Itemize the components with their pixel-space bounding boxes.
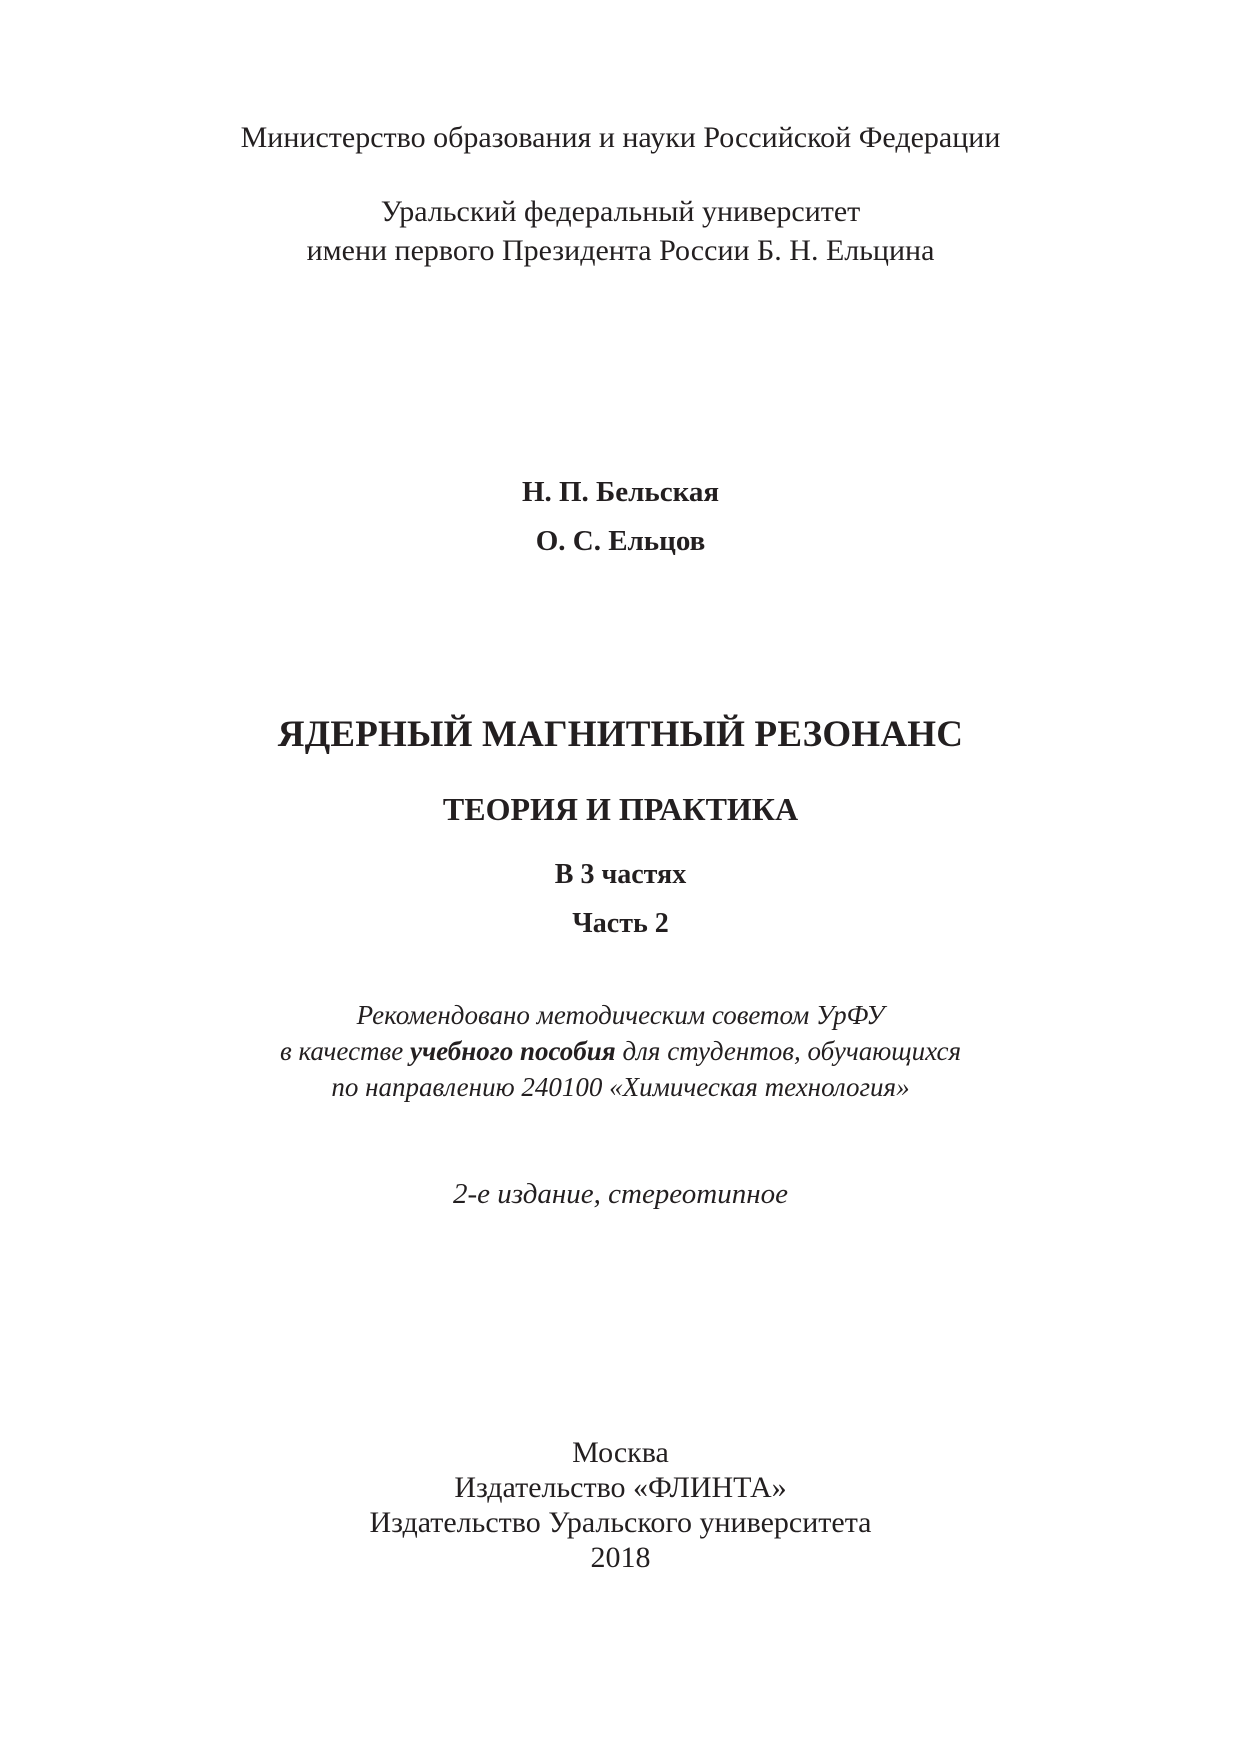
imprint-city: Москва (572, 1436, 669, 1469)
ministry-name: Министерство образования и науки Российской Федерации (240, 121, 1001, 154)
university-name-line-2: имени первого Президента России Б. Н. Ельцина (306, 234, 935, 267)
parts-total: В 3 частях (554, 859, 687, 890)
recommendation-line-2-start: в качестве (279, 1036, 411, 1066)
recommendation-line-2 (0, 1038, 1241, 1065)
imprint-publisher-2: Издательство Уральского университета (369, 1506, 872, 1539)
book-subtitle: ТЕОРИЯ И ПРАКТИКА (442, 791, 799, 827)
imprint-year: 2018 (590, 1541, 651, 1574)
recommendation-line-2-end: для студентов, обучающихся (615, 1036, 961, 1066)
recommendation-emphasis: учебного пособия (410, 1036, 616, 1066)
book-title: ЯДЕРНЫЙ МАГНИТНЫЙ РЕЗОНАНС (277, 714, 964, 755)
author-1: Н. П. Бельская (521, 476, 720, 508)
imprint-publisher-1: Издательство «ФЛИНТА» (454, 1471, 787, 1504)
university-name-line-1: Уральский федеральный университет (380, 195, 861, 228)
author-2: О. С. Ельцов (535, 525, 706, 557)
edition-note: 2-е издание, стереотипное (452, 1178, 788, 1210)
part-number: Часть 2 (572, 908, 669, 939)
recommendation-line-3: по направлению 240100 «Химическая технология» (331, 1072, 910, 1102)
recommendation-line-1: Рекомендовано методическим советом УрФУ (356, 1000, 885, 1030)
